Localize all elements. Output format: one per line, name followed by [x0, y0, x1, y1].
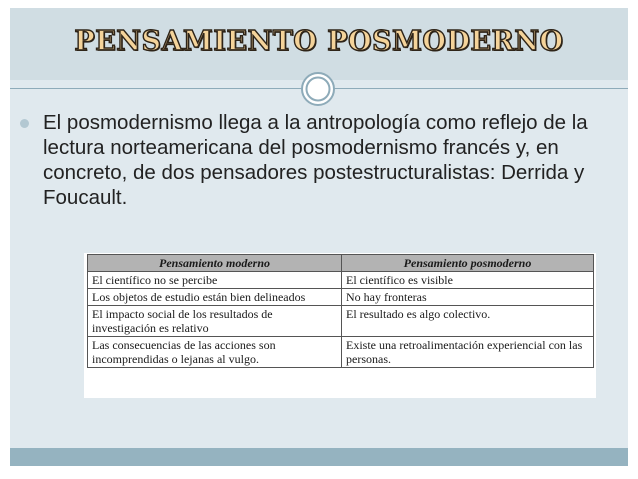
table-row: [88, 289, 594, 306]
table-cell: Las consecuencias de las acciones son incomprendidas o lejanas al vulgo.: [88, 337, 342, 368]
slide-title: PENSAMIENTO POSMODERNO: [74, 26, 564, 57]
footer-bar: [10, 448, 628, 466]
header-modern: Pensamiento moderno: [88, 255, 342, 272]
bullet-item: [20, 110, 620, 210]
table-cell: El impacto social de los resultados de investigación es relativo: [88, 306, 342, 337]
table-cell: Existe una retroalimentación experiencial con las personas.: [342, 337, 594, 368]
bullet-text: El posmodernismo llega a la antropología como reflejo de la lectura norteamericana del posmodernismo francés y, en concreto, de dos pensadores postestructuralistas: Derrida y Foucault.: [43, 111, 588, 209]
table-cell: El resultado es algo colectivo.: [342, 306, 594, 337]
circle-ornament-icon: [300, 71, 336, 107]
table-cell: No hay fronteras: [342, 289, 594, 306]
header-postmodern: Pensamiento posmoderno: [342, 255, 594, 272]
table-header-row: [88, 255, 594, 272]
table-row: [88, 272, 594, 289]
table-cell: El científico no se percibe: [88, 272, 342, 289]
table-cell: El científico es visible: [342, 272, 594, 289]
bullet-dot-icon: [20, 119, 29, 128]
comparison-table: [87, 254, 594, 368]
table-row: [88, 337, 594, 368]
comparison-table-figure: [84, 253, 596, 398]
table-row: [88, 306, 594, 337]
table-cell: Los objetos de estudio están bien delineados: [88, 289, 342, 306]
